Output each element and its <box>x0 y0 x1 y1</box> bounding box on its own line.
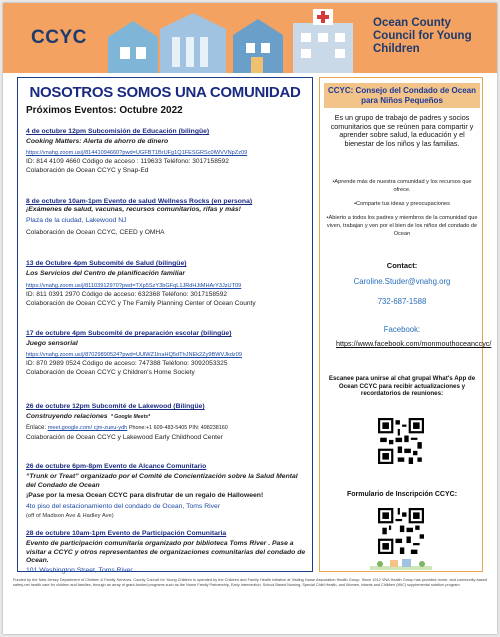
event-access-info: ID: 870 2989 0524 Código de acceso: 747388 Teléfono: 3092053325 <box>26 360 228 368</box>
bullet-item: •Comparte tus ideas y preocupaciones <box>354 201 450 207</box>
event-zoom-link[interactable]: https://vnahg.zoom.us/j/81103912970?pwd=TXp5SzY3bGFqL1JRdHJtMHArY3JzUT09 <box>26 282 242 289</box>
whatsapp-instructions: Escanee para unirse al chat grupal What's App de Ocean CCYC para recibir actualizaciones y recordatorios de reuniones: <box>328 375 476 398</box>
event-subtitle: Los Servicios del Centro de planificación familiar <box>26 270 186 278</box>
event-item <box>26 198 308 238</box>
event-platform: Google Meets* <box>114 414 151 421</box>
header-banner <box>3 3 497 73</box>
event-zoom-link[interactable]: https://vnahg.zoom.us/j/87029890524?pwd=UUlWZ1lnaHQ5dThJNEk2Zy9BWVJkdz09 <box>26 351 242 358</box>
contact-email[interactable]: Caroline.Studer@vnahg.org <box>353 277 451 286</box>
funding-footer: Funded by the New Jersey Department of Children & Family Services. County Council for Young Children is operated by the Children and Family Health Initiative at Visiting Nurse Association Health Group. Since 1912 VNA Health Group has provided home- and community-based safety-net health care for children and families, through an array of grant-funded programs such as the Nurse Family Partnership, Early Intervention, School Based Nursing, Special Child Health, and Women, Infants and Children (WIC) supplemental nutrition program. <box>13 578 487 588</box>
event-collab: Colaboración de Ocean CCYC y Lakewood Early Childhood Center <box>26 434 223 442</box>
event-subtitle: “Trunk or Treat” organizado por el Comité de Concientización sobre la Salud Mental del Condado de Ocean <box>26 473 298 489</box>
event-heading: 13 de Octubre 4pm Subcomité de Salud (bilingüe) <box>26 260 187 267</box>
facebook-label: Facebook: <box>383 325 421 334</box>
event-item <box>26 463 308 520</box>
event-note: ¡Pase por la mesa Ocean CCYC para disfrutar de un regalo de Halloween! <box>26 492 264 500</box>
event-place: 101 Washington Street, Toms River <box>26 566 133 574</box>
registration-qr-code[interactable] <box>378 508 424 554</box>
contact-label: Contact: <box>386 261 418 270</box>
event-subtitle: Cooking Matters: Alerta de ahorro de dinero <box>26 138 169 146</box>
event-item <box>26 260 308 308</box>
event-place: 4to piso del estacionamiento del condado de Ocean, Toms River <box>26 502 221 510</box>
whatsapp-qr-code[interactable] <box>378 418 424 464</box>
sidebar-description: Es un grupo de trabajo de padres y socios comunitarios que se reúnen para compartir y aprender sobre salud, la educación y el bienestar de los niños y las familias. <box>330 113 474 148</box>
event-access-info: ID: 814 4109 4660 Código de acceso : 119633 Teléfono: 3017158592 <box>26 158 229 166</box>
enlace-label: Enlace: <box>26 424 47 431</box>
event-item <box>26 530 308 575</box>
flyer-page <box>3 3 497 634</box>
meet-phone: Phone:+1 609-483-5405 PIN: 498238160 <box>128 424 228 431</box>
events-subtitle: Próximos Eventos: Octubre 2022 <box>26 105 183 116</box>
community-illustration <box>370 556 432 570</box>
page-title: NOSOTROS SOMOS UNA COMUNIDAD <box>29 84 301 101</box>
registration-form-label: Formulario de Inscripción CCYC: <box>346 491 458 498</box>
event-collab: Colaboración de Ocean CCYC, CEED y OMHA <box>26 229 165 237</box>
event-heading: 26 de octubre 12pm Subcomité de Lakewood (Bilingüe) <box>26 403 205 410</box>
org-title: Ocean County Council for Young Children <box>373 17 472 55</box>
event-heading: 28 de octubre 10am-1pm Evento de Participación Comunitaria <box>26 530 227 537</box>
bullet-item: •Aprende más de nuestra comunidad y los recursos que ofrece. <box>332 179 472 193</box>
event-place: Plaza de la ciudad, Lakewood NJ <box>26 216 127 224</box>
event-heading: 17 de octubre 4pm Subcomité de preparación escolar (bilingüe) <box>26 330 232 337</box>
event-collab: Colaboración de Ocean CCYC y Children's Home Society <box>26 368 195 376</box>
contact-phone[interactable]: 732-687-1588 <box>377 297 427 306</box>
meet-link[interactable]: meet.google.com/ cjm-zueu-ydh <box>47 424 128 431</box>
event-heading: 4 de octubre 12pm Subcomisión de Educación (bilingüe) <box>26 128 210 135</box>
ccyc-logo: CCYC <box>31 27 87 48</box>
event-subtitle: ¡Exámenes de salud, vacunas, recursos comunitarios, rifas y más! <box>26 206 241 214</box>
event-zoom-link[interactable]: https://vnahg.zoom.us/j/81441094660?pwd=UGFBT1BrUFg1Q1FESGRSc0lWVVNpZz09 <box>26 149 248 156</box>
info-sidebar <box>319 77 492 572</box>
event-directions: (off of Madison Ave & Hadley Ave) <box>26 513 114 520</box>
event-heading: 26 de octubre 6pm-8pm Evento de Alcance Comunitario <box>26 463 207 470</box>
bullet-item: •Abierto a todos los padres y miembros de la comunidad que viven, trabajan y ven por el bien de los niños del condado de Ocean <box>326 215 478 237</box>
event-subtitle: Juego sensorial <box>26 340 78 348</box>
event-subtitle: Construyendo relaciones <box>26 413 108 421</box>
event-collab: Colaboración de Ocean CCYC y The Family Planning Center of Ocean County <box>26 299 256 307</box>
event-subtitle: Evento de participación comunitaria organizado por biblioteca Toms River . Pase a visitar a CCYC y otros representantes de organizaciones comunitarias del condado de Ocean. <box>26 540 306 565</box>
event-item <box>26 330 308 377</box>
sidebar-title: CCYC: Consejo del Condado de Ocean para Niños Pequeños <box>324 83 480 108</box>
event-heading: 8 de octubre 10am-1pm Evento de salud Wellness Rocks (en persona) <box>26 198 253 205</box>
events-panel <box>17 77 313 572</box>
event-item <box>26 128 308 175</box>
facebook-link[interactable]: https://www.facebook.com/monmouthoceanccyc/ <box>336 339 492 348</box>
event-collab: Colaboración de Ocean CCYC y Snap-Ed <box>26 166 149 174</box>
event-access-info: ID: 811 0391 2970 Código de acceso: 632368 Teléfono: 3017158592 <box>26 291 228 299</box>
event-item: 26 de octubre 12pm Subcomité de Lakewood (Bilingüe) Construyendo relaciones * Google Meets* Enlace: meet.google.com/ cjm-zueu-ydh Phone:+1 609-483-5405 PIN: 498238160 Colaboración de Ocean CCYC y Lakewood Early Childhood Center <box>26 403 308 443</box>
buildings-illustration <box>98 7 368 73</box>
